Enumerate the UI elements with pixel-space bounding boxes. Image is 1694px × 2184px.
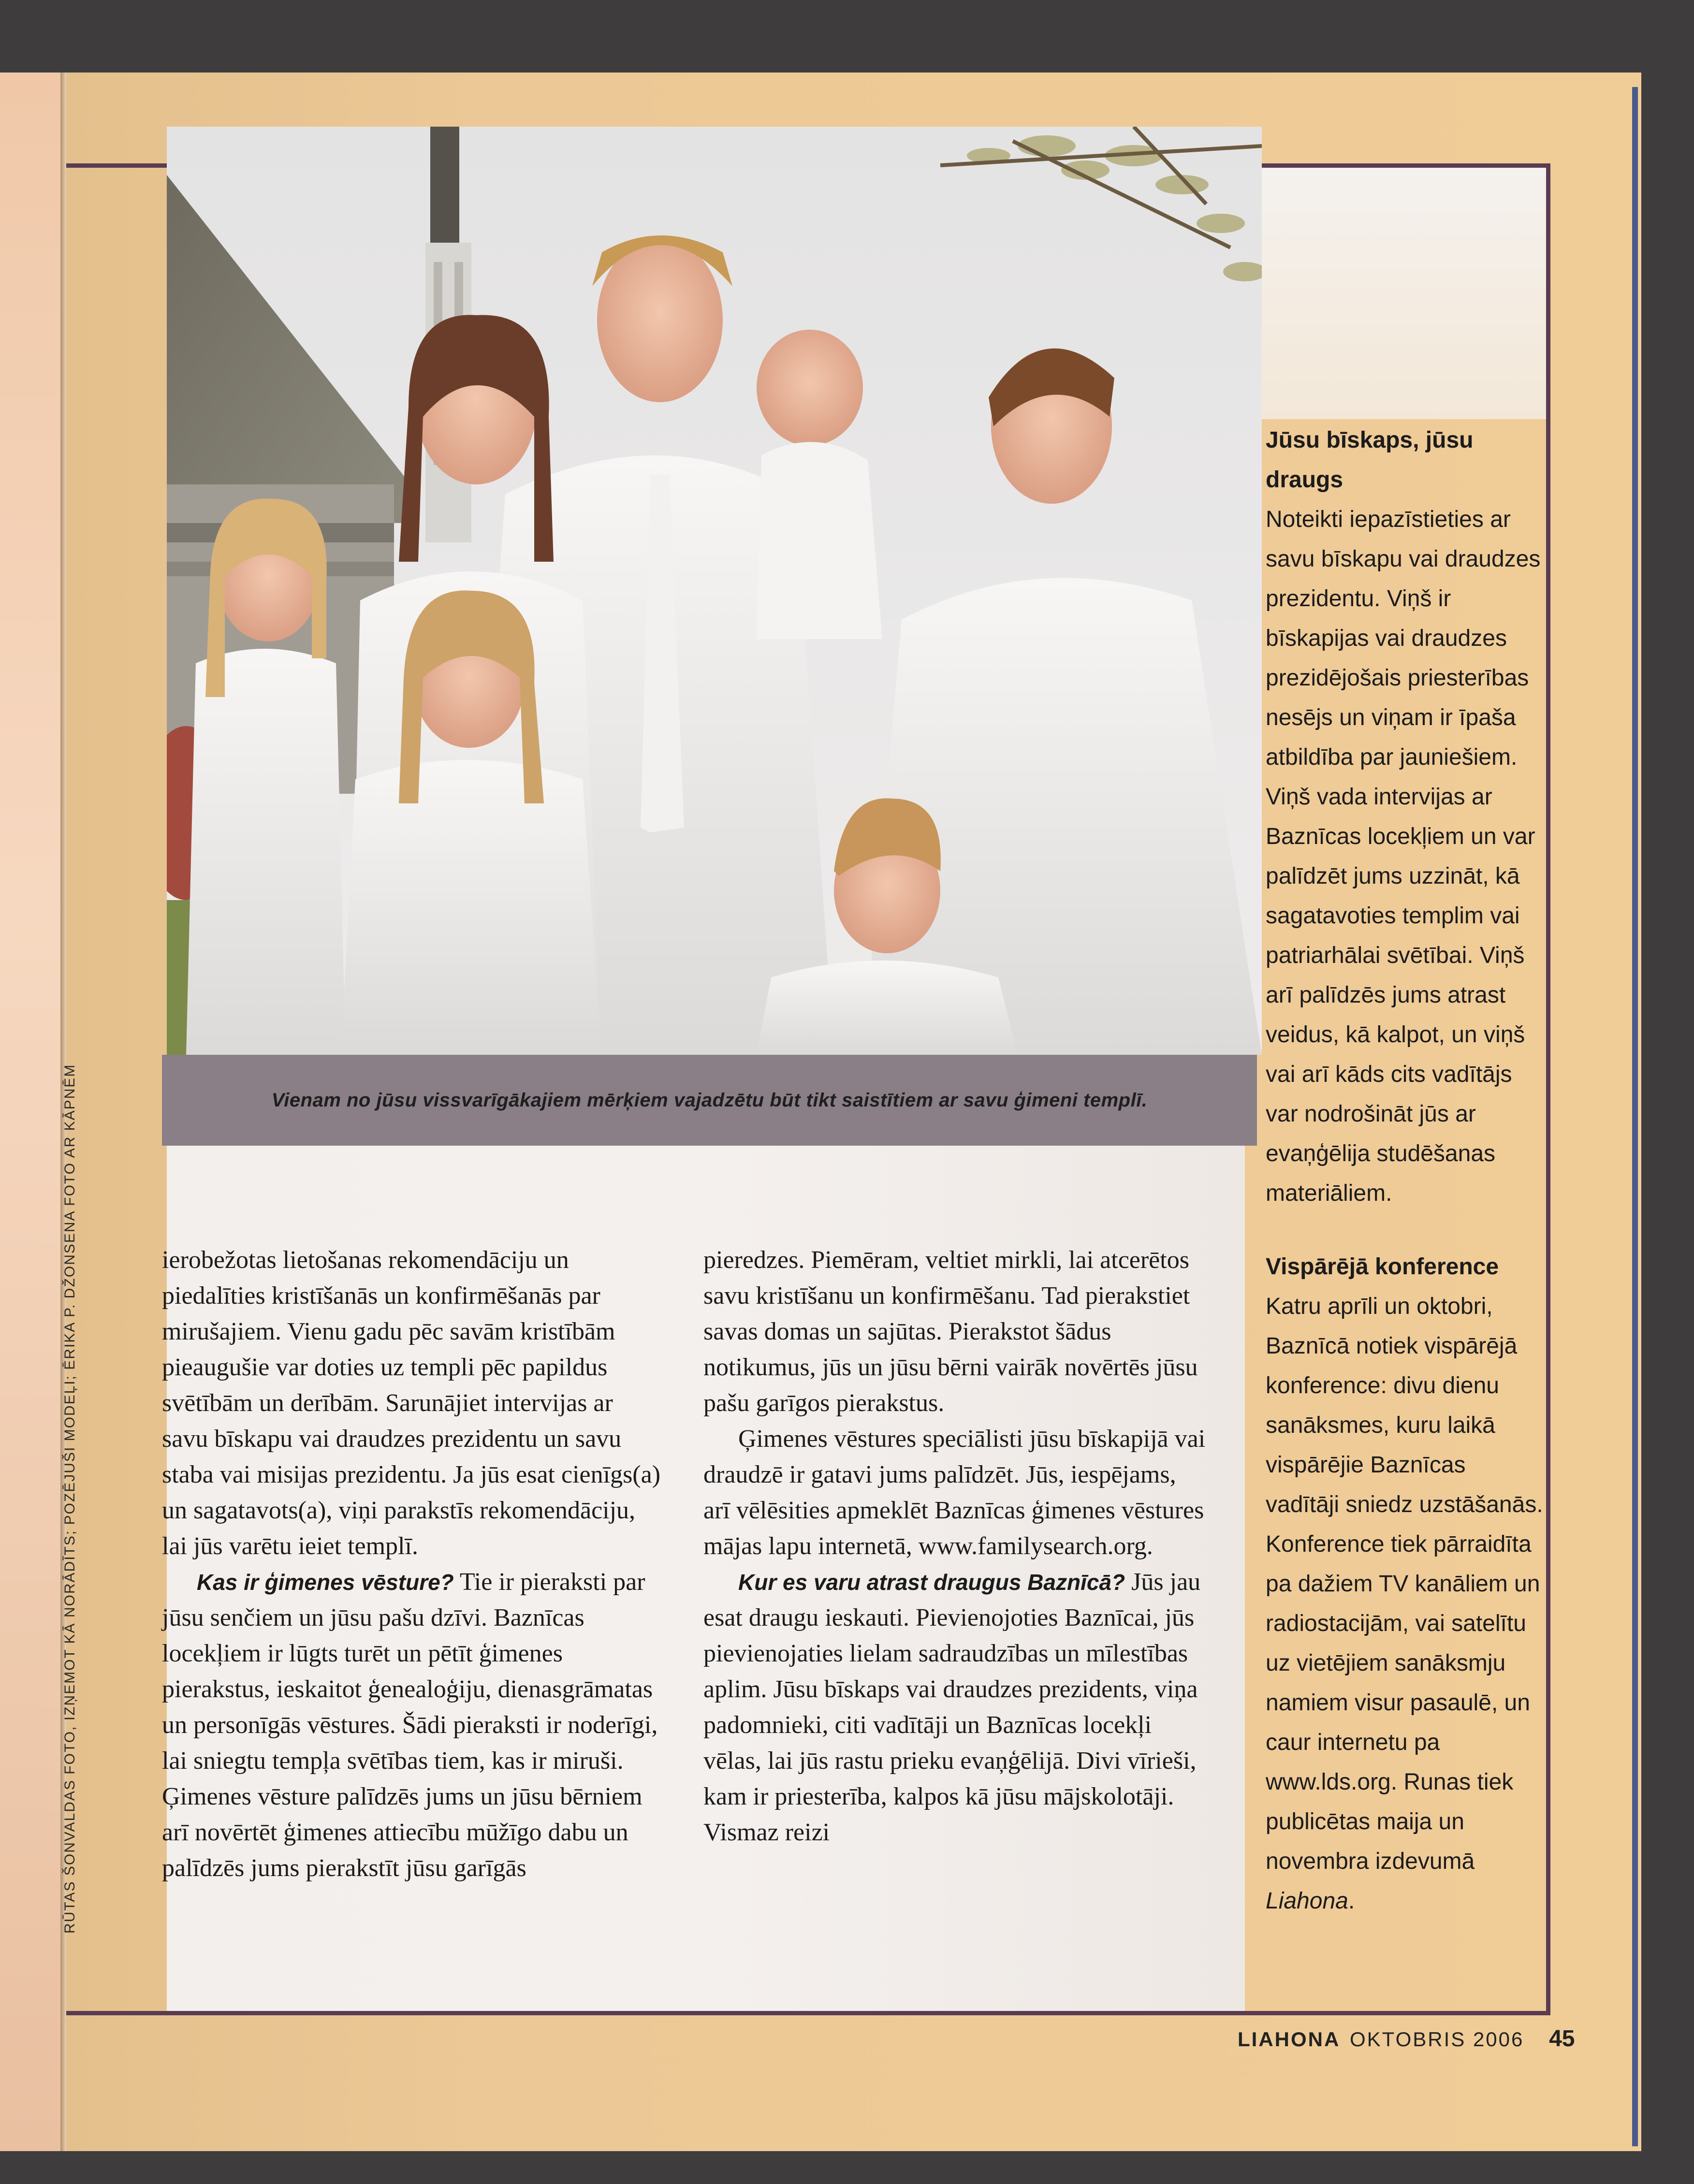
lead-in-heading: Kas ir ģimenes vēsture? bbox=[197, 1570, 454, 1595]
paragraph-text: Jūs jau esat draugu ieskauti. Pievienojoties Baznīcai, jūs pievienojaties lielam sadraudzības un mīlestības aplim. Jūsu bīskaps vai draudzes prezidents, viņa padomnieki, citi vadītāji un Baznīcas locekļi vēlas, lai jūs rastu prieku evaņģēlijā. Divi vīrieši, kam ir priesterība, kalpos kā jūsu mājskolotāji. Vismaz reizi bbox=[703, 1568, 1201, 1846]
magazine-name-italic: Liahona bbox=[1266, 1888, 1348, 1914]
magazine-cover-edge bbox=[1632, 87, 1638, 2146]
photo-caption-bar bbox=[162, 1055, 1257, 1146]
sidebar-background bbox=[1262, 168, 1546, 419]
frame-line-bottom bbox=[66, 2011, 1550, 2015]
paragraph: Ģimenes vēstures speciālisti jūsu bīskapijā vai draudzē ir gatavi jums palīdzēt. Jūs, iespējams, arī vēlēsities apmeklēt Baznīcas ģimenes vēstures mājas lapu internetā, www.familysearch.org. bbox=[703, 1425, 1206, 1560]
lead-in-heading: Kur es varu atrast draugus Baznīcā? bbox=[738, 1570, 1125, 1595]
family-temple-photo bbox=[167, 127, 1262, 1055]
frame-line-right bbox=[1546, 163, 1550, 2015]
sidebar-text bbox=[1266, 1287, 1544, 1921]
sidebar-heading: Vispārējā konference bbox=[1266, 1254, 1499, 1280]
page-footer bbox=[1238, 2025, 1575, 2052]
issue-date: OKTOBRIS 2006 bbox=[1350, 2028, 1524, 2051]
magazine-title: LIAHONA bbox=[1238, 2028, 1341, 2051]
sidebar-text: Noteikti iepazīstieties ar savu bīskapu vai draudzes prezidentu. Viņš ir bīskapijas vai draudzes prezidējošais priesterības nesējs un viņam ir īpaša atbildība par jauniešiem. Viņš vada intervijas ar Baznīcas locekļiem un var palīdzēt jums uzzināt, kā sagatavoties templim vai patriarhālai svētībai. Viņš arī palīdzēs jums atrast veidus, kā kalpot, un viņš vai arī kāds cits vadītājs var nodrošināt jūs ar evaņģēlija studēšanas materiāliem. bbox=[1266, 507, 1541, 1206]
sidebar-heading: Jūsu bīskaps, jūsu draugs bbox=[1266, 427, 1474, 493]
article-column-middle bbox=[703, 1242, 1206, 1850]
paragraph bbox=[162, 1564, 665, 1886]
paragraph-text: Tie ir pieraksti par jūsu senčiem un jūsu pašu dzīvi. Baznīcas locekļiem ir lūgts turēt un pētīt ģimenes pierakstus, ieskaitot ģenealoģiju, dienasgrāmatas un personīgās vēstures. Šādi pieraksti ir noderīgi, lai sniegtu tempļa svētības tiem, kas ir miruši. Ģimenes vēsture palīdzēs jums un jūsu bērniem arī novērtēt ģimenes attiecību mūžīgo dabu un palīdzēs jums pierakstīt jūsu garīgās bbox=[162, 1568, 658, 1882]
previous-page-edge bbox=[0, 73, 60, 2151]
sidebar-text-body: Katru aprīli un oktobri, Baznīcā notiek vispārējā konference: divu dienu sanāksmes, kuru laikā vispārējie Baznīcas vadītāji sniedz uzstāšanās. Konference tiek pārraidīta pa dažiem TV kanāliem un radiostacijām, vai satelītu uz vietējiem sanāksmju namiem visur pasaulē, un caur internetu pa www.lds.org. Runas tiek publicētas maija un novembra izdevumā bbox=[1266, 1294, 1543, 1874]
photo-caption: Vienam no jūsu vissvarīgākajiem mērķiem vajadzētu būt tikt saistītiem ar savu ģimeni templī. bbox=[271, 1089, 1148, 1111]
article-column-left bbox=[162, 1242, 665, 1886]
paragraph: ierobežotas lietošanas rekomendāciju un piedalīties kristīšanās un konfirmēšanās par mirušajiem. Vienu gadu pēc savām kristībām pieaugušie var doties uz templi pēc papildus svētībām un derībām. Sarunājiet intervijas ar savu bīskapu vai draudzes prezidentu un savu staba vai misijas prezidentu. Ja jūs esat cienīgs(a) un sagatavots(a), viņi parakstīs rekomendāciju, lai jūs varētu ieiet templī. bbox=[162, 1246, 661, 1560]
paragraph bbox=[703, 1564, 1206, 1850]
photo-credit: RŪTAS ŠONVALDAS FOTO, IZŅEMOT KĀ NORĀDĪTS; POZĒJUŠI MODEĻI; ĒRIKA P. DŽONSENA FOTO AR KĀPNĒM bbox=[62, 1063, 78, 1934]
sidebar-text-end: . bbox=[1348, 1888, 1355, 1914]
paragraph: pieredzes. Piemēram, veltiet mirkli, lai atcerētos savu kristīšanu un konfirmēšanu. Tad pierakstiet savas domas un sajūtas. Pierakstot šādus notikumus, jūs un jūsu bērni vairāk novērtēs jūsu pašu garīgos pierakstus. bbox=[703, 1246, 1198, 1417]
page-number: 45 bbox=[1549, 2026, 1575, 2052]
sidebar bbox=[1266, 421, 1544, 1921]
